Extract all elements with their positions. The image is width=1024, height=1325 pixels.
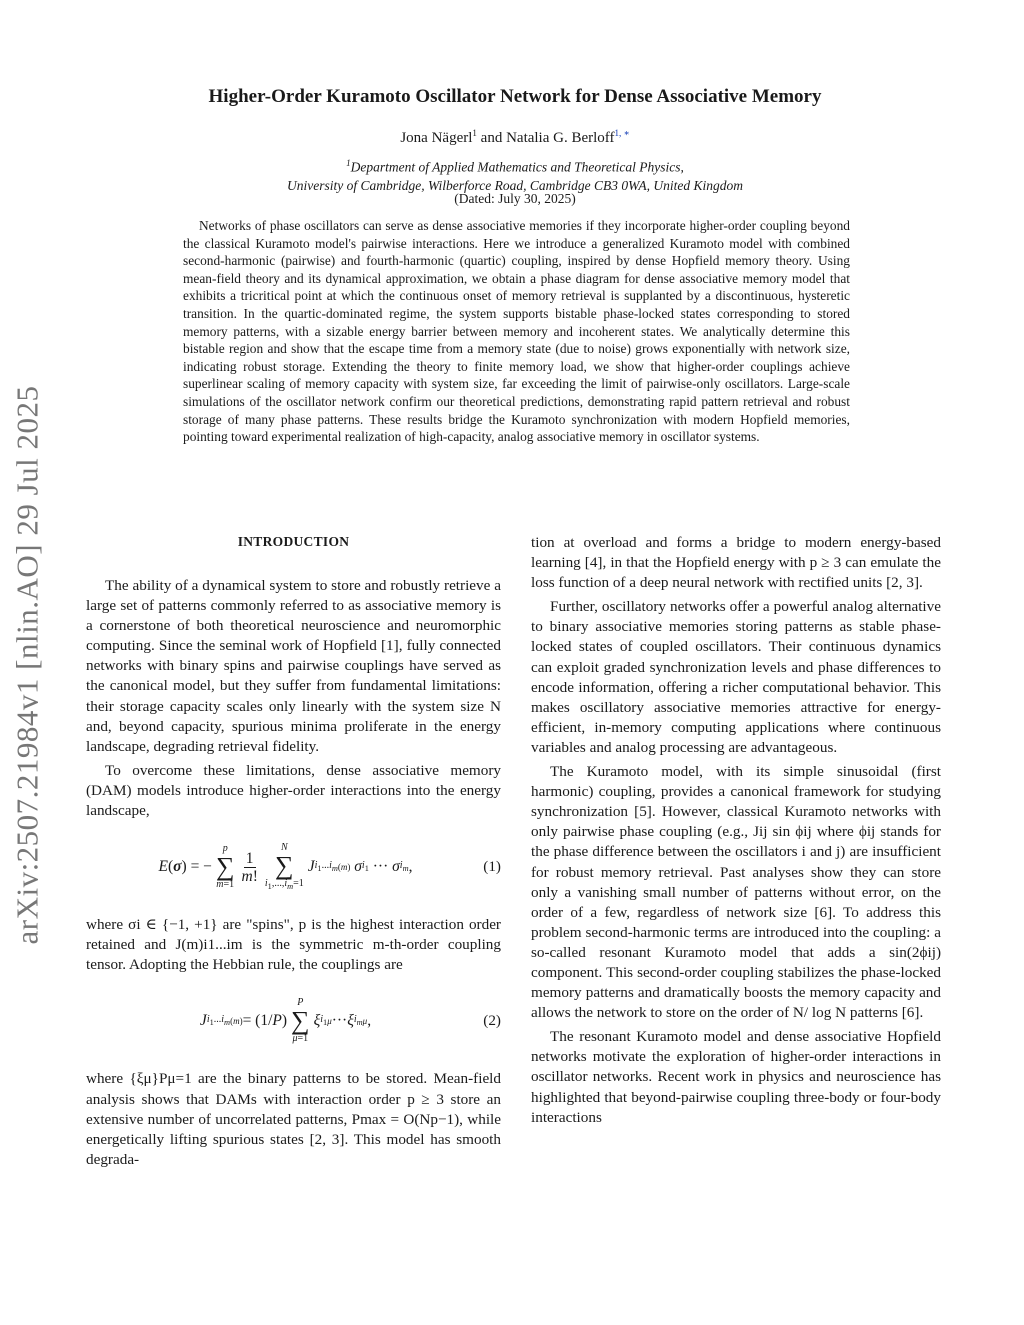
equation-1 bbox=[86, 833, 501, 901]
intro-paragraph-1: The ability of a dynamical system to store and robustly retrieve a large set of patterns commonly referred to as associative memory is a cornerstone of both theoretical neuroscience and neuromorphic computing. Since the seminal work of Hopfield [1], fully connected networks with binary spins and pairwise couplings have served as the canonical model, but they suffer from fundamental limitations: their storage capacity scales only linearly with the system size N and, beyond capacity, spurious minima proliferate in the energy landscape, degrading retrieval fidelity. bbox=[86, 577, 501, 755]
right-paragraph-4: The resonant Kuramoto model and dense associative Hopfield networks motivate the exploration of higher-order interactions in oscillator networks. Recent work in physics and neuroscience has highlighted that beyond-pairwise coupling three-body or four-body interactions bbox=[531, 1028, 941, 1126]
right-paragraph-2: Further, oscillatory networks offer a powerful analog alternative to binary associative memories storing patterns as stable phase-locked states of coupled oscillators. Their continuous dynamics can exploit graded synchronization levels and phase differences to encode information, offering a richer computational behavior. This makes oscillatory associative memories attractive for energy-efficient, in-memory computing applications where continuous variables and analog processing are advantageous. bbox=[531, 598, 941, 756]
equation-1-body: E ( σ ) = − p ∑ m=1 $\frac{1}{m!}$ N ∑ $i_1,...,i_m=1$ J $i_1...i_m$ (m) σ $i_1$ ··· σ $i_m$ , bbox=[158, 841, 413, 891]
intro-paragraph-3: where σi ∈ {−1, +1} are "spins", p is the highest interaction order retained and J(m)i1...im is the symmetric m-th-order coupling tensor. Adopting the Hebbian rule, the couplings are bbox=[86, 916, 501, 974]
left-column bbox=[86, 532, 501, 1174]
dated-line: (Dated: July 30, 2025) bbox=[454, 191, 576, 206]
equation-2 bbox=[86, 987, 501, 1055]
author-1-affiliation-mark: 1 bbox=[472, 128, 477, 138]
affiliation-block bbox=[100, 154, 930, 195]
paper-title: Higher-Order Kuramoto Oscillator Network for Dense Associative Memory bbox=[208, 86, 822, 107]
right-column bbox=[531, 533, 941, 1132]
author-2-affiliation-mark[interactable]: 1, ∗ bbox=[614, 128, 630, 138]
abstract: Networks of phase oscillators can serve as dense associative memories if they incorporate higher-order coupling beyond the classical Kuramoto model's pairwise interactions. Here we introduce a generalized Kuramoto model with combined second-harmonic (pairwise) and fourth-harmonic (quartic) coupling, inspired by dense Hopfield memory theory. Using mean-field theory and its dynamical approximation, we obtain a phase diagram for dense associative memory model that exhibits a tricritical point at which the continuous onset of memory retrieval is supplanted by a discontinuous, hysteretic transition. In the quartic-dominated regime, the system supports bistable phase-locked states corresponding to stored memory patterns, with a sizable energy barrier between memory and incoherent states. We analytically determine this bistable region and show that the escape time from a memory state (due to noise) grows exponentially with network size, indicating robust storage. Extending the theory to finite memory load, we show that higher-order couplings achieve superlinear scaling of memory capacity with system size, far exceeding the limit of pairwise-only oscillators. Large-scale simulations of the oscillator network confirm our theoretical predictions, demonstrating rapid pattern retrieval and robust storage of many phase patterns. These results bridge the Kuramoto synchronization with modern Hopfield memories, pointing toward experimental realization of high-capacity, analog associative memory in oscillator systems. bbox=[183, 218, 850, 445]
section-heading-introduction: INTRODUCTION bbox=[237, 534, 350, 549]
author-1-name: Jona Nägerl bbox=[400, 130, 473, 146]
intro-paragraph-2: To overcome these limitations, dense associative memory (DAM) models introduce higher-order interactions into the energy landscape, bbox=[86, 761, 501, 820]
affiliation-line-1: Department of Applied Mathematics and Theoretical Physics, bbox=[350, 159, 684, 175]
affiliation-mark: 1 bbox=[346, 158, 351, 168]
arxiv-identifier bbox=[2, 355, 54, 975]
author-conjunction: and bbox=[480, 130, 503, 146]
arxiv-identifier-text: arXiv:2507.21984v1 [nlin.AO] 29 Jul 2025 bbox=[10, 385, 45, 945]
affiliation-line-2: University of Cambridge, Wilberforce Road, Cambridge CB3 0WA, United Kingdom bbox=[286, 177, 743, 193]
equation-1-number: (1) bbox=[483, 858, 501, 876]
right-paragraph-1: tion at overload and forms a bridge to modern energy-based learning [4], in that the Hopfield energy with p ≥ 3 can emulate the loss function of a deep neural network with rectified units [2, 3]. bbox=[531, 534, 941, 592]
intro-paragraph-4: where {ξμ}Pμ=1 are the binary patterns to be stored. Mean-field analysis shows that DAMs with interaction order p ≥ 3 store an extensive number of uncorrelated patterns, Pmax = O(Np−1), while energetically lifting spurious states [2, 3]. This model has smooth degrada- bbox=[86, 1070, 501, 1168]
author-2-name: Natalia G. Berloff bbox=[506, 130, 615, 146]
right-paragraph-3: The Kuramoto model, with its simple sinusoidal (first harmonic) coupling, provides a canonical framework for studying synchronization [5]. However, classical Kuramoto networks with only pairwise phase coupling (e.g., Jij sin ϕij where ϕij stands for the phase difference between the oscillators i and j) are insufficient for robust memory retrieval. Past analyses show they can store only a vanishing small number of patterns without error, on the order of a few, regardless of network size [6]. To address this problem second-harmonic terms are introduced into the coupling: a so-called resonant Kuramoto model that adds a sin(2ϕij) component. This second-order coupling stabilizes the phase-locked memory patterns and dramatically boosts the memory capacity and allows the network to store on the order of N/ log N patterns [6]. bbox=[531, 763, 941, 1022]
equation-2-body: J $i_1...i_m$ (m) = (1/ P ) P ∑ μ=1 ξ $i_1$ μ ··· ξ $i_m$ μ , bbox=[199, 997, 372, 1045]
author-line bbox=[100, 128, 930, 147]
equation-2-number: (2) bbox=[483, 1012, 501, 1030]
